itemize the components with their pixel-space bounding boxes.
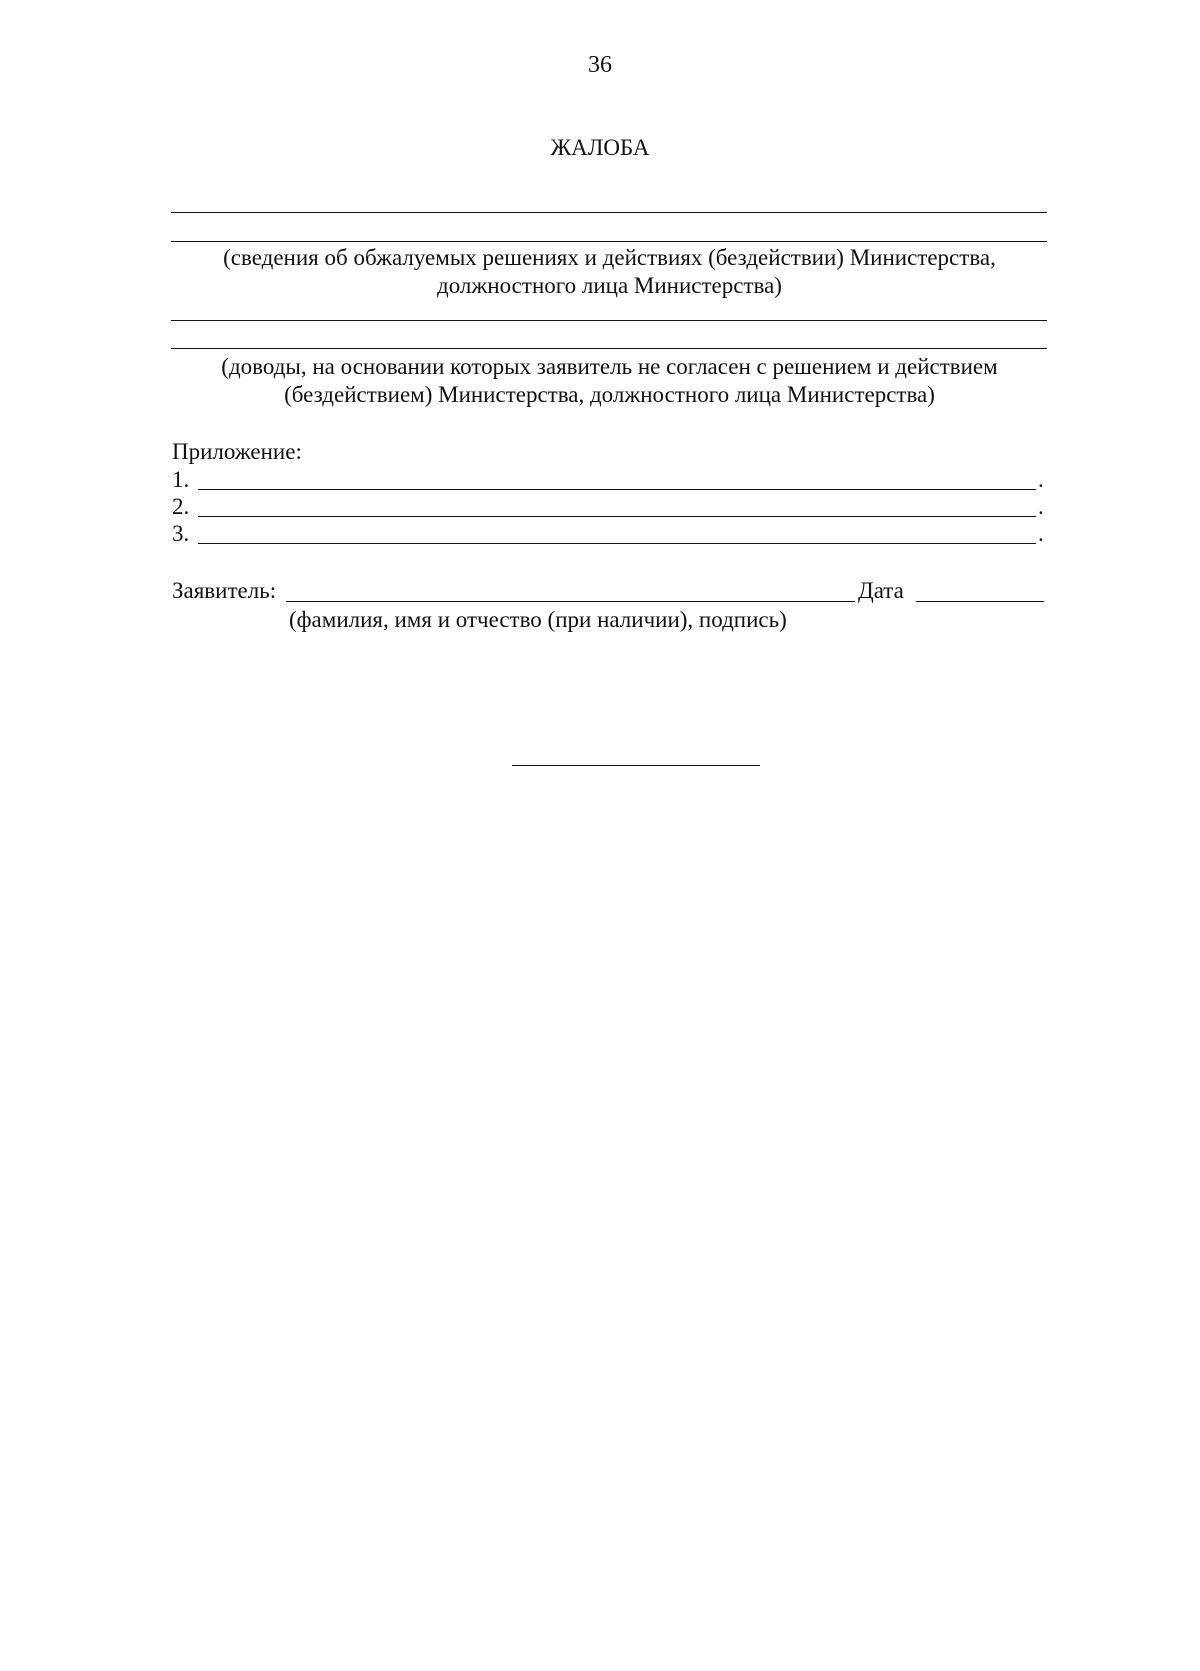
closing-divider bbox=[512, 765, 760, 766]
attachment-end-2: . bbox=[1038, 494, 1044, 519]
date-label: Дата bbox=[858, 578, 904, 603]
arguments-caption-line2: (бездействием) Министерства, должностного лица Министерства) bbox=[284, 382, 935, 407]
blank-line-decision-2[interactable] bbox=[171, 241, 1047, 242]
arguments-caption-line1: (доводы, на основании которых заявитель не согласен с решением и действием bbox=[221, 354, 998, 379]
attachment-end-1: . bbox=[1038, 467, 1044, 492]
attachment-blank-line-1[interactable] bbox=[198, 489, 1036, 490]
date-blank-line[interactable] bbox=[916, 601, 1044, 602]
applicant-label: Заявитель: bbox=[172, 578, 277, 603]
document-title: ЖАЛОБА bbox=[550, 135, 650, 160]
attachment-end-3: . bbox=[1038, 521, 1044, 546]
attachment-number-1: 1. bbox=[172, 467, 190, 492]
attachment-number-3: 3. bbox=[172, 521, 190, 546]
decision-caption-line1: (сведения об обжалуемых решениях и действиях (бездействии) Министерства, bbox=[223, 245, 996, 270]
blank-line-arguments-1[interactable] bbox=[171, 320, 1047, 321]
blank-line-arguments-2[interactable] bbox=[171, 348, 1047, 349]
attachment-blank-line-3[interactable] bbox=[198, 543, 1036, 544]
page-number: 36 bbox=[588, 52, 612, 78]
applicant-signature-line[interactable] bbox=[286, 601, 855, 602]
attachments-label: Приложение: bbox=[172, 439, 302, 464]
applicant-caption: (фамилия, имя и отчество (при наличии), подпись) bbox=[289, 607, 787, 632]
attachment-number-2: 2. bbox=[172, 494, 190, 519]
blank-line-decision-1[interactable] bbox=[171, 212, 1047, 213]
attachment-blank-line-2[interactable] bbox=[198, 516, 1036, 517]
decision-caption-line2: должностного лица Министерства) bbox=[437, 273, 782, 298]
